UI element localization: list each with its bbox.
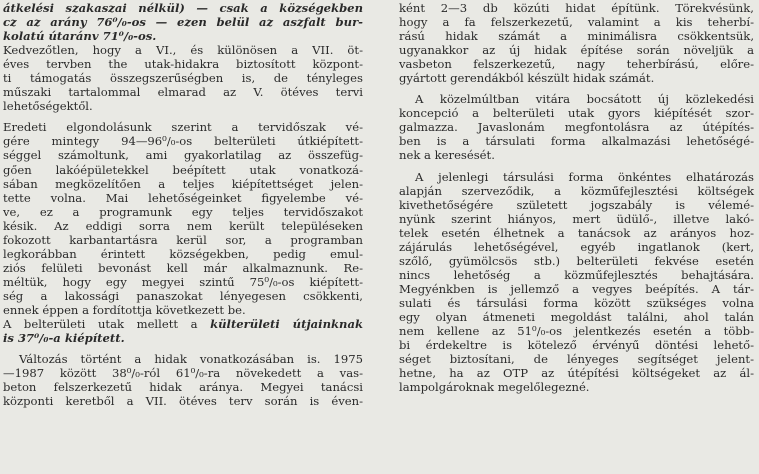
paragraph-line xyxy=(3,317,363,331)
paragraph-line: A közelmúltban vitára bocsátott új közlekedési xyxy=(415,92,754,107)
paragraph-line: beton felszerkezetű hidak aránya. Megyei tanácsi xyxy=(3,380,363,395)
paragraph-line: ként 2—3 db közúti hidat építünk. Törekvésünk, xyxy=(399,1,754,15)
paragraph-line: gően lakóépületekkel beépített utak vonatkozá- xyxy=(3,162,363,177)
paragraph-line: fokozott karbantartásra kerül sor, a programban xyxy=(3,232,363,247)
paragraph-line: vasbeton felszerkezetű, nagy teherbírású, előre- xyxy=(399,57,754,72)
italic-run: külterületi útjainknak xyxy=(210,317,364,332)
paragraph-line: nek a keresését. xyxy=(399,148,495,163)
paragraph xyxy=(3,120,363,317)
paragraph-line: gére mintegy 94—96⁰/₀-os belterületi útkiépített- xyxy=(3,134,363,149)
paragraph-line: Kedvezőtlen, hogy a VI., és különösen a VII. öt- xyxy=(3,43,363,58)
paragraph-line: telek esetén élhetnek a tanácsok az arányos hoz- xyxy=(399,225,754,240)
paragraph-line: ziós felületi bevonást kell már alkalmaznunk. Re- xyxy=(3,260,363,275)
paragraph xyxy=(399,1,754,85)
paragraph-line: méltük, hogy egy megyei szintű 75⁰/₀-os kiépített- xyxy=(3,274,363,289)
paragraph-line: ség a lakossági panaszokat lényegesen csökkenti, xyxy=(3,288,363,303)
text-run: A belterületi utak mellett a xyxy=(3,317,211,332)
paragraph xyxy=(3,43,363,113)
paragraph-line: lampolgároknak megelőlegezné. xyxy=(399,380,590,395)
paragraph-line: kivethetőségére született jogszabály is vélemé- xyxy=(399,197,754,212)
paragraph-line: tette volna. Mai lehetőségeinket figyelembe vé- xyxy=(3,190,363,205)
paragraph xyxy=(3,352,363,408)
paragraph-line: nyünk szerint hiányos, mert üdülő-, illetve lakó- xyxy=(399,211,754,226)
paragraph-line: cz az arány 76⁰/₀-os — ezen belül az aszfalt bur- xyxy=(3,15,363,30)
paragraph-line: sában megközelítően a teljes kiépítettséget jelen- xyxy=(3,176,363,191)
paragraph-line: ti támogatás összegszerűségben is, de tényleges xyxy=(3,71,363,86)
paragraph-line: legkorábban érintett községekben, pedig emul- xyxy=(3,246,363,261)
paragraph-line: hetne, ha az OTP az útépítési költségeket az ál- xyxy=(399,366,754,381)
paragraph-line: hogy a fa felszerkezetű, valamint a kis teherbí- xyxy=(399,15,754,30)
paragraph-line: éves tervben the utak-hidakra biztosított központ- xyxy=(3,57,363,72)
paragraph-line: ugyanakkor az új hidak építése során növeljük a xyxy=(399,43,754,58)
paragraph-line: központi keretből a VII. ötéves terv során is éven- xyxy=(3,394,363,409)
paragraph-line: Változás történt a hidak vonatkozásában is. 1975 xyxy=(19,352,363,367)
right-column xyxy=(399,1,754,394)
paragraph-line: sulati és társulási forma között szükséges volna xyxy=(399,295,754,310)
paragraph-line: szőlő, gyümölcsös stb.) belterületi fekvése esetén xyxy=(399,253,754,268)
paragraph-line: bi érdekeltre is kötelező érvényű döntési lehető- xyxy=(399,338,754,353)
paragraph-line: Megyénkben is jellemző a vegyes beépítés. A tár- xyxy=(399,281,754,296)
paragraph-line: séget biztosítani, de lényeges segítséget jelent- xyxy=(399,352,754,367)
paragraph-line: A jelenlegi társulási forma önkéntes elhatározás xyxy=(415,169,754,184)
paragraph-line: kolatú útaránv 71⁰/₀-os. xyxy=(3,29,157,44)
paragraph-line: galmazza. Javaslonám megfontolásra az útépítés- xyxy=(399,120,754,135)
paragraph-line: egy olyan átmeneti megoldást találni, ahol talán xyxy=(399,309,754,324)
paragraph-line: ennek éppen a fordítottja következett be. xyxy=(3,302,246,317)
paragraph-line: nem kellene az 51⁰/₀-os jelentkezés esetén a több- xyxy=(399,324,754,339)
paragraph-line: Eredeti elgondolásunk szerint a tervidőszak vé- xyxy=(3,120,363,135)
paragraph-line: is 37⁰/₀-a kiépített. xyxy=(3,331,125,346)
paragraph-line: alapján szerveződik, a közműfejlesztési költségek xyxy=(399,183,754,198)
paragraph-line: zájárulás lehetőségével, egyéb ingatlanok (kert, xyxy=(399,239,754,254)
paragraph-line: késik. Az eddigi sorra nem került településeken xyxy=(3,218,363,233)
paragraph-line: ve, ez a programunk egy teljes tervidőszakot xyxy=(3,204,363,219)
paragraph-line: —1987 között 38⁰/₀-ról 61⁰/₀-ra növekedett a vas- xyxy=(3,366,363,381)
paragraph xyxy=(399,92,754,162)
paragraph-line: átkelési szakaszai nélkül) — csak a községekben xyxy=(3,1,363,15)
left-column xyxy=(3,1,363,408)
paragraph-line: lehetőségektől. xyxy=(3,99,93,114)
paragraph-line: séggel számoltunk, ami gyakorlatilag az összefüg- xyxy=(3,148,363,163)
paragraph xyxy=(3,1,363,43)
paragraph-line: koncepció a belterületi utak gyors kiépítését szor- xyxy=(399,106,754,121)
paragraph xyxy=(399,170,754,395)
paragraph-line: rású hidak számát a minimálisra csökkentsük, xyxy=(399,29,754,44)
paragraph-line: ben is a társulati forma alkalmazási lehetőségé- xyxy=(399,134,754,149)
paragraph-line: gyártott gerendákból készült hidak számát. xyxy=(399,71,655,86)
paragraph-line: nincs lehetőség a közműfejlesztés behajtására. xyxy=(399,267,754,282)
paragraph-line: műszaki tartalommal elmarad az V. ötéves tervi xyxy=(3,85,363,100)
